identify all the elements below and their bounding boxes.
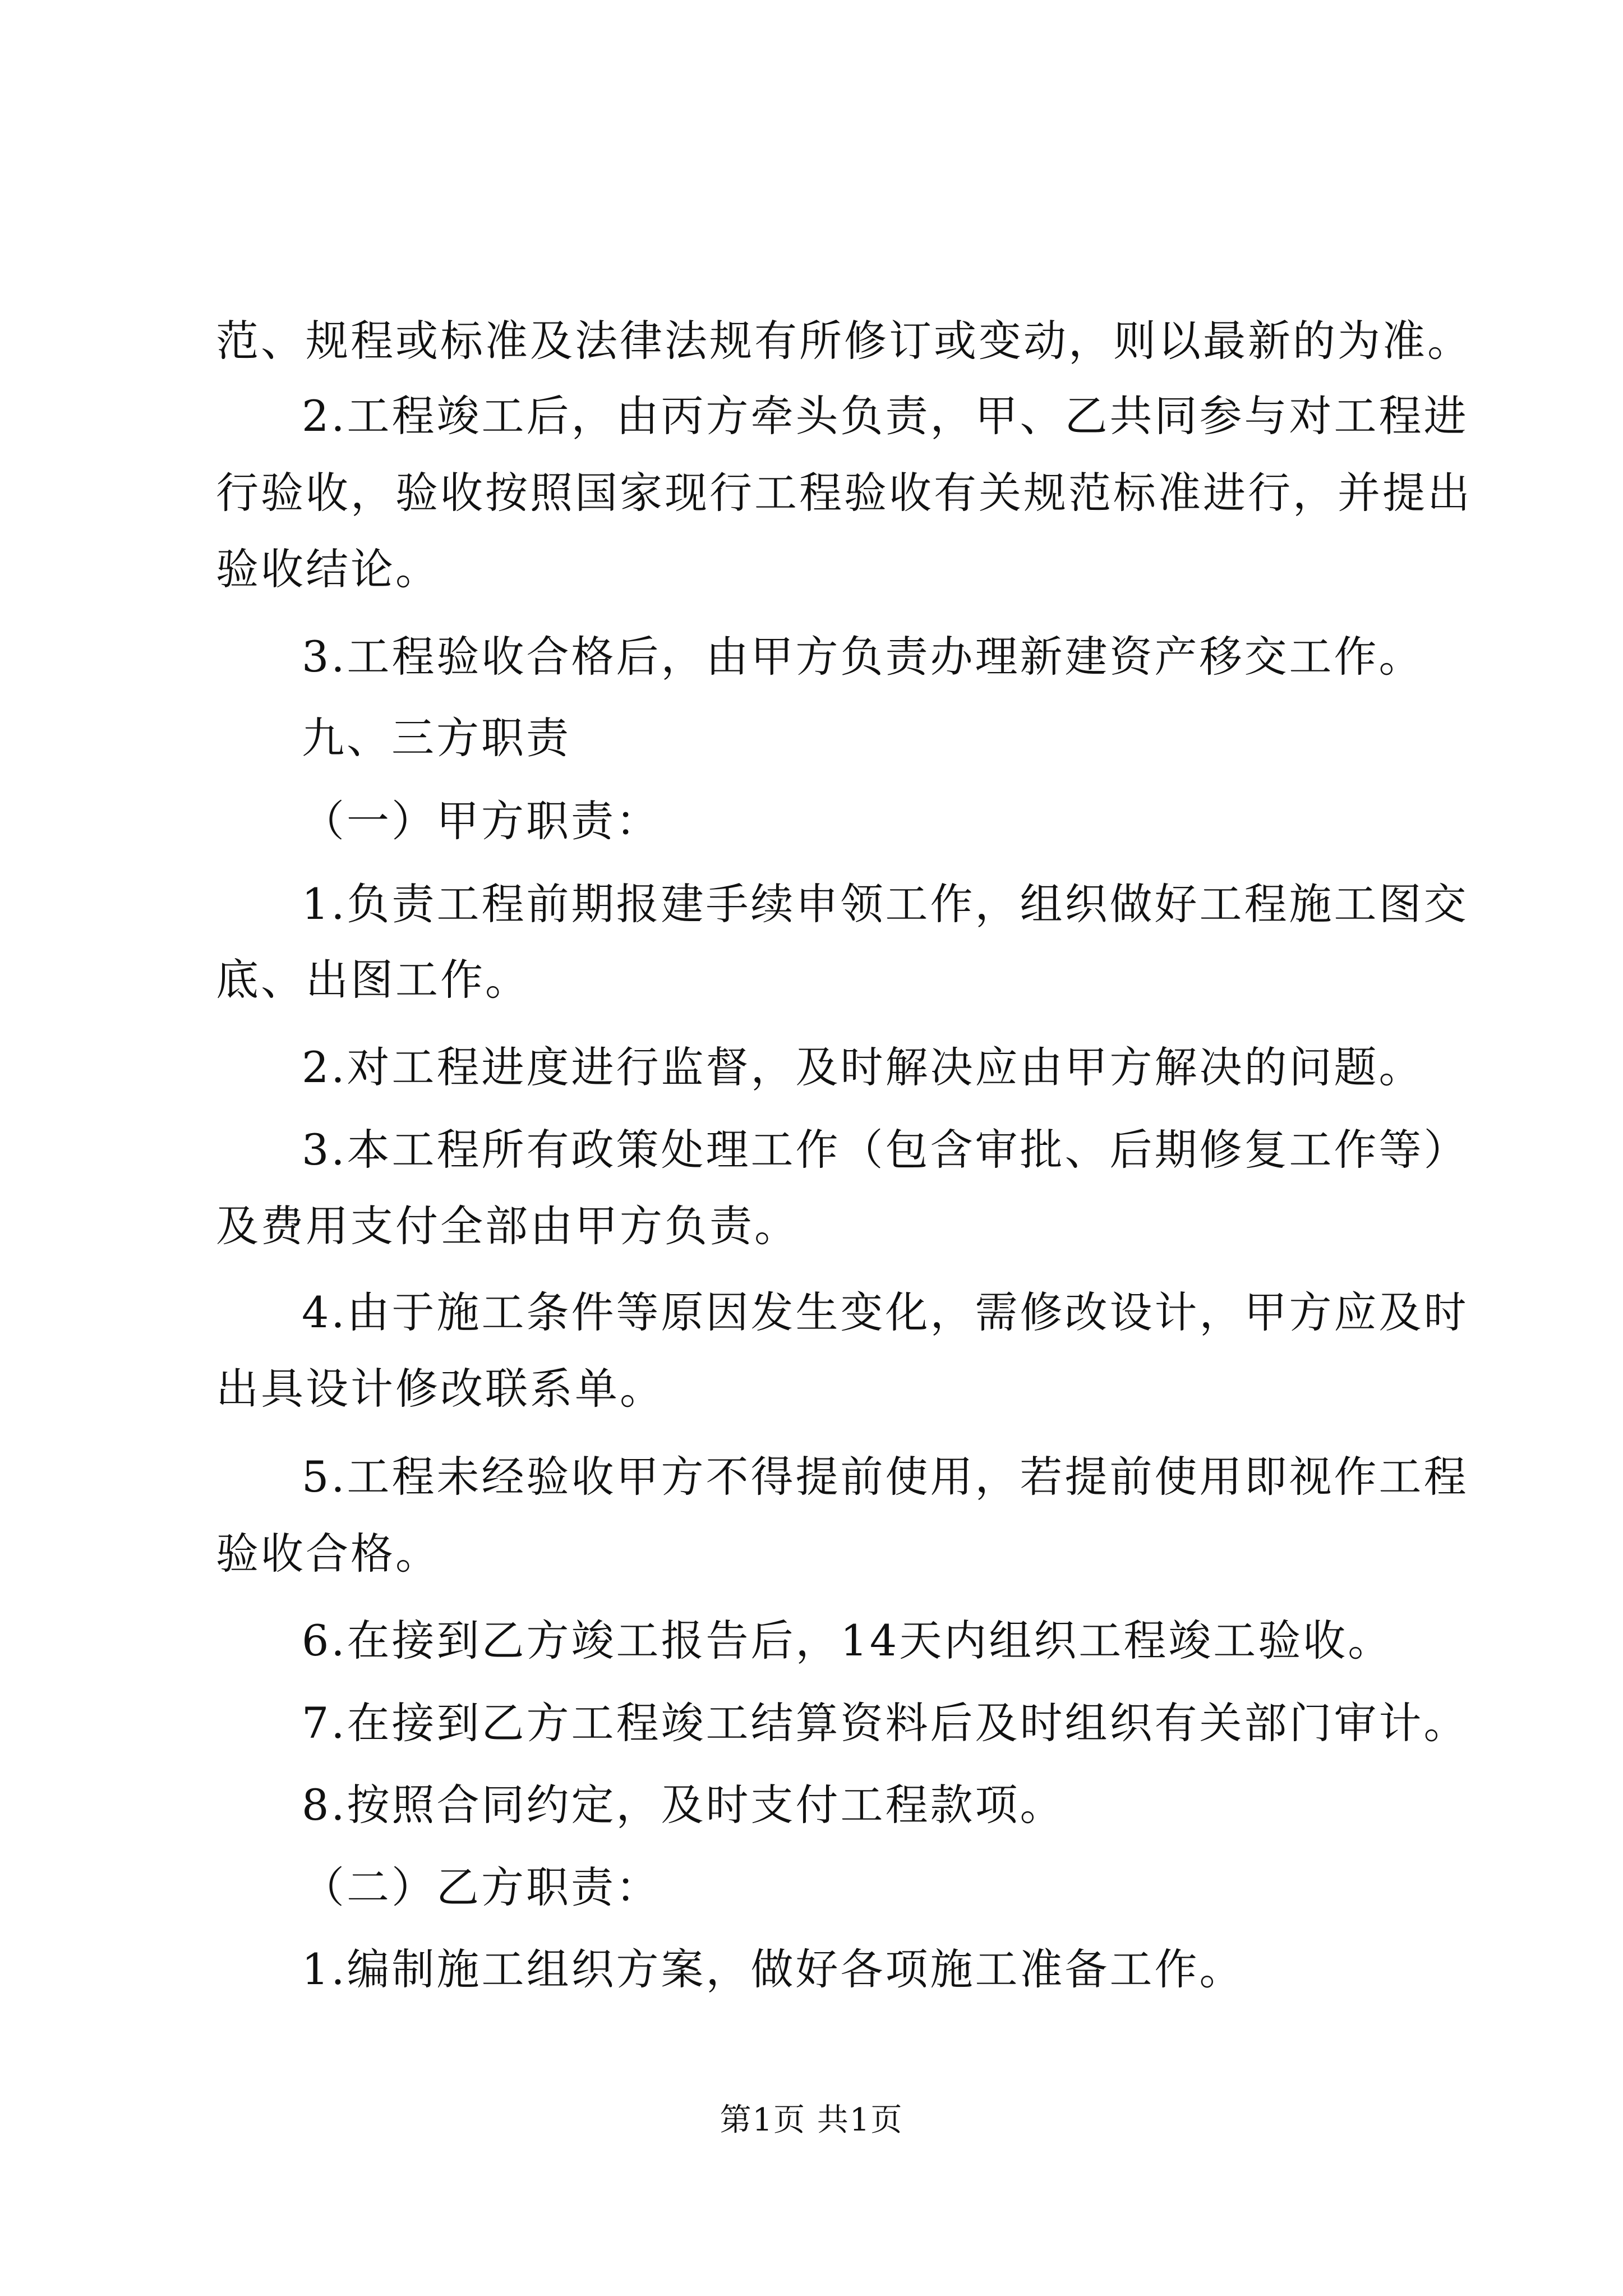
text-line: 及费用支付全部由甲方负责。 bbox=[216, 1201, 799, 1251]
text-line: 1.负责工程前期报建手续申领工作，组织做好工程施工图交 bbox=[302, 879, 1469, 929]
text-line: 1.编制施工组织方案，做好各项施工准备工作。 bbox=[302, 1944, 1244, 1994]
text-line: 3.工程验收合格后，由甲方负责办理新建资产移交工作。 bbox=[302, 632, 1424, 682]
section-heading: 九、三方职责 bbox=[302, 713, 571, 763]
text-line: 6.在接到乙方竣工报告后，14天内组织工程竣工验收。 bbox=[302, 1616, 1393, 1665]
text-line: 4.由于施工条件等原因发生变化，需修改设计，甲方应及时 bbox=[302, 1287, 1469, 1337]
text-line: 范、规程或标准及法律法规有所修订或变动，则以最新的为准。 bbox=[216, 316, 1472, 366]
text-line: 3.本工程所有政策处理工作（包含审批、后期修复工作等） bbox=[302, 1125, 1469, 1175]
page-number-footer: 第1页 共1页 bbox=[720, 2102, 903, 2138]
text-line: 底、出图工作。 bbox=[216, 955, 530, 1005]
text-line: 2.工程竣工后，由丙方牵头负责，甲、乙共同参与对工程进 bbox=[302, 391, 1469, 441]
text-line: 5.工程未经验收甲方不得提前使用，若提前使用即视作工程 bbox=[302, 1452, 1469, 1502]
text-line: 2.对工程进度进行监督，及时解决应由甲方解决的问题。 bbox=[302, 1042, 1424, 1092]
subsection-heading: （二）乙方职责： bbox=[302, 1862, 661, 1912]
text-line: 行验收，验收按照国家现行工程验收有关规范标准进行，并提出 bbox=[216, 468, 1472, 518]
text-line: 7.在接到乙方工程竣工结算资料后及时组织有关部门审计。 bbox=[302, 1698, 1469, 1748]
text-line: 验收合格。 bbox=[216, 1529, 440, 1579]
text-line: 验收结论。 bbox=[216, 544, 440, 594]
text-line: 出具设计修改联系单。 bbox=[216, 1364, 665, 1414]
subsection-heading: （一）甲方职责： bbox=[302, 796, 661, 846]
text-line: 8.按照合同约定，及时支付工程款项。 bbox=[302, 1780, 1065, 1830]
